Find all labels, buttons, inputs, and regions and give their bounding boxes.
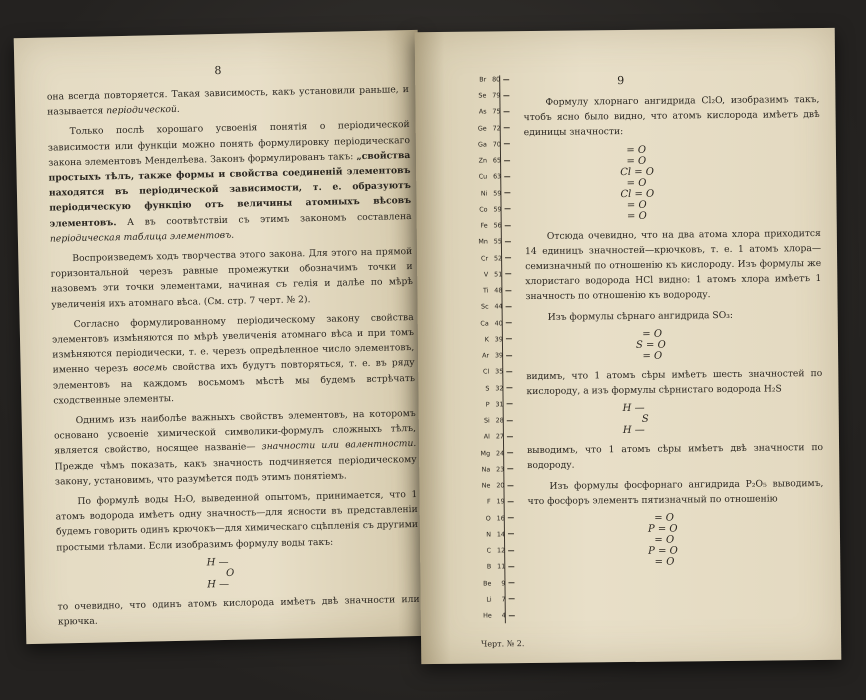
element-mark-co xyxy=(477,204,511,214)
element-symbol: Be xyxy=(483,578,492,588)
element-mark-ni xyxy=(476,188,510,198)
element-tick xyxy=(505,274,511,275)
element-weight: 75 xyxy=(492,107,501,116)
formula-p2o5: = O P = O = O P = O = O xyxy=(647,512,678,568)
formula-so3: = O S = O = O xyxy=(635,328,666,362)
element-tick xyxy=(506,306,512,307)
element-symbol: N xyxy=(486,530,492,539)
element-symbol: Ti xyxy=(482,286,489,295)
element-mark-ge xyxy=(476,123,510,133)
element-tick xyxy=(505,257,511,258)
element-weight: 19 xyxy=(496,497,505,506)
element-tick xyxy=(509,598,515,599)
left-text-column xyxy=(47,82,420,635)
element-mark-cu xyxy=(476,172,510,182)
element-mark-f xyxy=(480,497,514,507)
element-tick xyxy=(507,436,513,437)
element-mark-mn xyxy=(477,237,511,247)
element-symbol: K xyxy=(484,335,489,344)
element-symbol: Zn xyxy=(478,156,488,165)
element-weight: 20 xyxy=(496,481,505,490)
element-symbol: C xyxy=(486,546,492,555)
element-mark-v xyxy=(477,269,511,279)
element-mark-na xyxy=(479,464,513,474)
element-tick xyxy=(504,111,510,112)
element-tick xyxy=(504,160,510,161)
element-tick xyxy=(505,241,511,242)
element-symbol: Na xyxy=(481,465,491,474)
element-tick xyxy=(506,339,512,340)
element-symbol: V xyxy=(483,270,489,279)
paragraph: выводимъ, что 1 атомъ сѣры имѣетъ двѣ значности по водороду. xyxy=(527,442,824,472)
figure-caption: Черт. № 2. xyxy=(481,639,525,649)
element-symbol: He xyxy=(483,611,492,620)
formula-h2s: H — S H — xyxy=(622,403,649,437)
element-tick xyxy=(506,387,512,388)
right-text-column xyxy=(523,92,824,575)
element-weight: 48 xyxy=(494,286,503,295)
element-weight: 28 xyxy=(495,416,504,425)
element-mark-fe xyxy=(477,220,511,230)
element-symbol: F xyxy=(486,497,491,506)
element-tick xyxy=(505,225,511,226)
element-tick xyxy=(505,290,511,291)
element-mark-zn xyxy=(476,155,510,165)
element-mark-b xyxy=(480,561,514,571)
element-mark-k xyxy=(478,334,512,344)
element-tick xyxy=(504,144,510,145)
element-symbol: Se xyxy=(478,91,487,100)
element-symbol: S xyxy=(485,384,490,393)
element-mark-he xyxy=(481,610,515,620)
element-mark-sc xyxy=(478,302,512,312)
element-symbol: Cr xyxy=(480,254,489,263)
element-tick xyxy=(508,533,514,534)
element-mark-cr xyxy=(477,253,511,263)
element-mark-o xyxy=(480,513,514,523)
paragraph: видимъ, что 1 атомъ сѣры имѣетъ шесть значностей по кислороду, а изъ формулы сѣрнистаго водорода H₂S xyxy=(526,367,823,398)
element-mark-c xyxy=(480,545,514,555)
paragraph: Согласно формулированному періодическому закону свойства элементовъ измѣняются по мѣрѣ увеличенія атомнаго вѣса и при томъ измѣняются періодически, т. е. черезъ опредѣленное число элементовъ, именно черезъ восемь свойства ихъ будутъ повторяться, т. е. въ ряду элементовъ на каждомъ восьмомъ мѣстѣ мы будемъ встрѣчать сходственные элементы. xyxy=(51,311,416,407)
element-symbol: Fe xyxy=(480,221,488,230)
element-mark-p xyxy=(479,399,513,409)
paragraph: По формулѣ воды H₂O, выведенной опытомъ, принимается, что 1 атомъ водорода имѣетъ одну значность—для ясности въ представленіи будемъ говорить одинъ крючокъ—для химическаго сцѣпленія съ другими простыми тѣлами. Если изобразимъ формулу воды такъ: xyxy=(55,489,419,554)
element-mark-ti xyxy=(477,285,511,295)
element-symbol: Ge xyxy=(477,124,487,133)
element-tick xyxy=(506,355,512,356)
element-symbol: Ni xyxy=(480,189,488,198)
element-weight: 63 xyxy=(493,172,502,181)
element-mark-ga xyxy=(476,139,510,149)
element-symbol: Ne xyxy=(481,481,491,490)
element-weight: 70 xyxy=(492,140,501,149)
element-symbol: Li xyxy=(486,595,492,604)
paragraph: Однимъ изъ наиболѣе важныхъ свойствъ элементовъ, на которомъ основано усвоеніе химической символики-формулъ сложныхъ тѣлъ, является свойство, носящее названіе— значности или валентности. Прежде чѣмъ показать, какъ значность подчиняется періодическому закону, установимъ, что разумѣется подъ этимъ понятіемъ. xyxy=(53,408,417,488)
paragraph: Формулу хлорнаго ангидрида Cl₂O, изобразимъ такъ, чтобъ ясно было видно, что атомъ кислорода имѣетъ двѣ единицы значности: xyxy=(523,93,820,139)
element-mark-ar xyxy=(478,350,512,360)
element-mark-mg xyxy=(479,448,513,458)
element-mark-se xyxy=(475,90,509,100)
element-tick xyxy=(503,79,509,80)
element-weight: 23 xyxy=(496,465,505,474)
element-mark-cl xyxy=(478,367,512,377)
element-tick xyxy=(508,501,514,502)
element-weight: 24 xyxy=(495,448,505,457)
element-mark-s xyxy=(478,383,512,393)
element-symbol: Cl xyxy=(482,367,490,376)
element-weight: 31 xyxy=(495,400,504,409)
element-weight: 80 xyxy=(492,75,501,84)
left-page xyxy=(14,30,431,644)
element-tick xyxy=(504,127,510,128)
element-symbol: Sc xyxy=(480,302,489,311)
element-mark-ne xyxy=(479,480,513,490)
element-weight: 4 xyxy=(501,611,506,620)
right-page xyxy=(415,28,842,664)
paragraph: Только послѣ хорошаго усвоенія понятія о періодической зависимости или функціи можно понять формулировку періодическаго закона элементовъ Менделѣева. Законъ формулированъ такъ: „свойства простыхъ тѣлъ, также формы и свойства соединеній элементовъ находятся въ періодической зависимости, т. е. образуютъ періодическую функцію отъ величины атомныхъ вѣсовъ элементовъ. А въ соотвѣтствіи съ этимъ закономъ составлена періодическая таблица элементовъ. xyxy=(47,119,412,245)
formula-cl2o: = O = O Cl = O = O Cl = O = O = O xyxy=(619,144,655,222)
element-symbol: Ar xyxy=(482,351,490,360)
paragraph: Изъ формулы фосфорнаго ангидрида P₂O₅ выводимъ, что фосфоръ элементъ пятизначный по отношенію xyxy=(527,477,824,507)
element-weight: 9 xyxy=(501,578,506,587)
element-chart-strip xyxy=(475,75,519,635)
page-number: 9 xyxy=(617,74,626,88)
element-weight: 39 xyxy=(494,335,503,344)
element-weight: 59 xyxy=(493,189,502,198)
element-tick xyxy=(507,404,513,405)
element-symbol: Al xyxy=(483,432,490,441)
element-tick xyxy=(506,322,512,323)
element-weight: 56 xyxy=(493,221,502,230)
element-weight: 16 xyxy=(496,513,505,522)
element-weight: 59 xyxy=(493,205,502,214)
element-weight: 27 xyxy=(495,432,504,441)
element-tick xyxy=(505,209,511,210)
element-mark-li xyxy=(481,594,515,604)
element-tick xyxy=(508,550,514,551)
element-weight: 52 xyxy=(493,253,503,263)
element-symbol: P xyxy=(485,400,490,409)
element-weight: 32 xyxy=(495,383,504,392)
element-mark-br xyxy=(475,74,509,84)
element-tick xyxy=(507,452,513,453)
element-weight: 14 xyxy=(496,530,506,539)
element-tick xyxy=(508,566,514,567)
formula-water: H — O H — xyxy=(206,556,235,591)
element-symbol: Co xyxy=(479,205,488,214)
element-symbol: Si xyxy=(483,416,490,425)
element-weight: 44 xyxy=(494,302,503,311)
element-symbol: As xyxy=(478,107,487,117)
element-tick xyxy=(509,615,515,616)
element-mark-ca xyxy=(478,318,512,328)
element-tick xyxy=(504,176,510,177)
paragraph: Отсюда очевидно, что на два атома хлора приходится 14 единицъ значностей—крючковъ, т. е. 1 атомъ хлора—семизначный по отношенію къ кислороду. Изъ формулы же хлористаго водорода HCl видно: 1 атомъ хлора имѣетъ 1 значность по отношенію къ водороду. xyxy=(524,227,822,303)
element-weight: 39 xyxy=(494,351,504,360)
element-symbol: Mn xyxy=(478,237,488,246)
element-mark-be xyxy=(480,578,514,588)
element-mark-n xyxy=(480,529,514,539)
element-tick xyxy=(503,95,509,96)
paragraph: Воспроизведемъ ходъ творчества этого закона. Для этого на прямой горизонтальной черезъ равные промежутки обозначимъ точки и назовемъ эти точки элементами, начиная съ гелія и далѣе по мѣрѣ увеличенія ихъ атомнаго вѣса. (См. стр. 7 черт. № 2). xyxy=(50,246,414,311)
element-symbol: B xyxy=(486,562,492,571)
element-weight: 79 xyxy=(492,91,501,100)
element-symbol: Cu xyxy=(478,172,488,182)
element-tick xyxy=(506,371,512,372)
element-weight: 40 xyxy=(494,318,503,328)
element-symbol: Mg xyxy=(480,449,491,458)
element-symbol: Br xyxy=(479,75,487,84)
element-weight: 7 xyxy=(501,595,506,604)
element-weight: 35 xyxy=(495,367,504,376)
paragraph: она всегда повторяется. Такая зависимость, какъ установили раньше, и называется періодической. xyxy=(46,84,409,118)
element-tick xyxy=(504,192,510,193)
element-weight: 65 xyxy=(492,156,502,165)
element-symbol: O xyxy=(485,513,491,523)
element-symbol: Ga xyxy=(477,140,487,149)
paragraph: Изъ формулы сѣрнаго ангидрида SO₃: xyxy=(547,309,734,323)
element-mark-si xyxy=(479,415,513,425)
element-mark-al xyxy=(479,432,513,442)
element-tick xyxy=(507,485,513,486)
element-symbol: Ca xyxy=(480,319,489,328)
element-weight: 51 xyxy=(494,270,503,279)
element-mark-as xyxy=(475,107,509,117)
element-tick xyxy=(507,420,513,421)
paragraph: то очевидно, что одинъ атомъ кислорода имѣетъ двѣ значности или крючка. xyxy=(57,593,420,628)
element-tick xyxy=(508,582,514,583)
element-tick xyxy=(507,469,513,470)
element-weight: 72 xyxy=(492,124,501,133)
element-weight: 55 xyxy=(493,237,502,246)
element-tick xyxy=(508,517,514,518)
element-weight: 12 xyxy=(496,546,506,555)
element-weight: 11 xyxy=(497,562,506,571)
page-number: 8 xyxy=(214,63,223,78)
